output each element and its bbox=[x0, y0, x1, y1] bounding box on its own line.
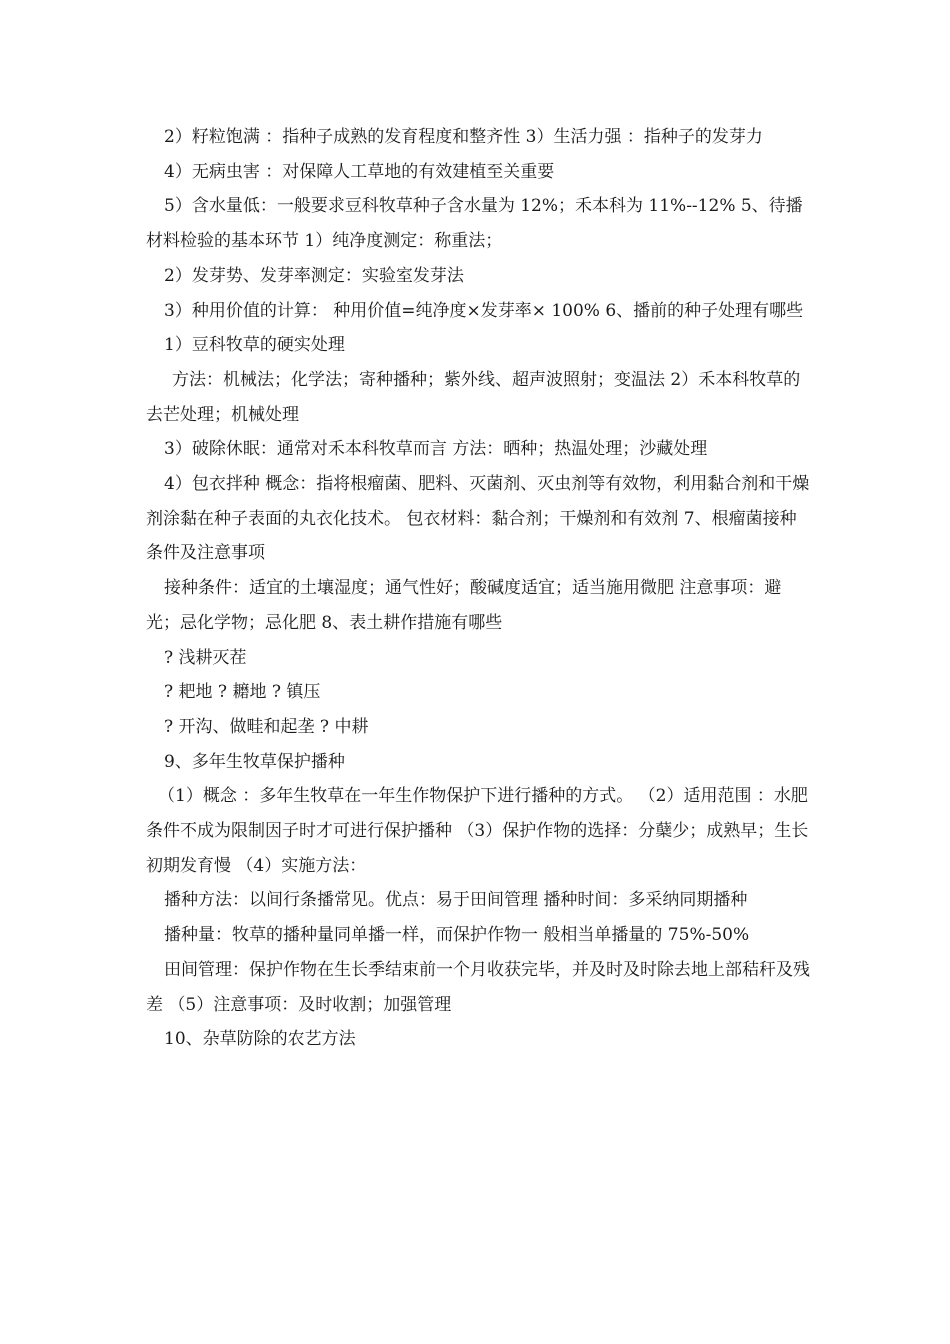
paragraph-break-dormancy: 3）破除休眠：通常对禾本科牧草而言 方法：晒种；热温处理；沙藏处理 bbox=[164, 439, 708, 460]
paragraph-seed-coating: 4）包衣拌种 概念：指将根瘤菌、肥料、灭菌剂、灭虫剂等有效物，利用黏合剂和干燥剂涂黏在种子表面的丸衣化技术。 包衣材料：黏合剂；干燥剂和有效剂 7、根瘤菌接种条件及注意事项 bbox=[146, 474, 810, 564]
paragraph-methods: 方法：机械法；化学法；寄种播种；紫外线、超声波照射；变温法 2）禾本科牧草的去芒处理；机械处理 bbox=[146, 369, 801, 425]
paragraph-no-pests: 4）无病虫害 ：对保障人工草地的有效建植至关重要 bbox=[164, 161, 555, 182]
paragraph-seeding-rate: 播种量：牧草的播种量同单播一样，而保护作物一 般相当单播量的 75%-50% bbox=[164, 925, 750, 946]
paragraph-seed-plumpness: 2）籽粒饱满 ：指种子成熟的发育程度和整齐性 3）生活力强 ：指种子的发芽力 bbox=[164, 127, 763, 147]
paragraph-low-moisture: 5）含水量低：一般要求豆科牧草种子含水量为 12%；禾本科为 11%--12% 5、待播材料检验的基本环节 1）纯净度测定：称重法； bbox=[146, 196, 803, 252]
paragraph-hard-seed: 1）豆科牧草的硬实处理 bbox=[164, 335, 345, 356]
paragraph-field-management: 田间管理：保护作物在生长季结束前一个月收获完毕，并及时及时除去地上部秸秆及残差 （5）注意事项：及时收割；加强管理 bbox=[146, 959, 810, 1015]
heading-cover-crop-sowing: 9、多年生牧草保护播种 bbox=[164, 751, 345, 772]
paragraph-seed-value: 3）种用价值的计算： 种用价值=纯净度×发芽率× 100% 6、播前的种子处理有哪些 bbox=[164, 300, 804, 321]
paragraph-inoculation: 接种条件：适宜的土壤湿度；通气性好；酸碱度适宜；适当施用微肥 注意事项：避光；忌化学物；忌化肥 8、表土耕作措施有哪些 bbox=[146, 578, 782, 633]
paragraph-shallow-plowing: ? 浅耕灭茬 bbox=[164, 647, 247, 668]
paragraph-cover-crop-concept: （1）概念 ：多年生牧草在一年生作物保护下进行播种的方式。 （2）适用范围 ：水肥条件不成为限制因子时才可进行保护播种 （3）保护作物的选择：分蘖少；成熟早；生长初期发育慢 （4）实施方法： bbox=[146, 786, 809, 876]
paragraph-ditching: ? 开沟、做畦和起垄 ? 中耕 bbox=[164, 716, 369, 737]
paragraph-harrowing: ? 耙地 ? 耱地 ? 镇压 bbox=[164, 682, 321, 703]
paragraph-germination-test: 2）发芽势、发芽率测定：实验室发芽法 bbox=[164, 265, 464, 286]
paragraph-sowing-method: 播种方法：以间行条播常见。优点：易于田间管理 播种时间：多采纳同期播种 bbox=[164, 890, 748, 911]
heading-weed-control: 10、杂草防除的农艺方法 bbox=[164, 1029, 356, 1050]
document-body bbox=[146, 120, 810, 1057]
